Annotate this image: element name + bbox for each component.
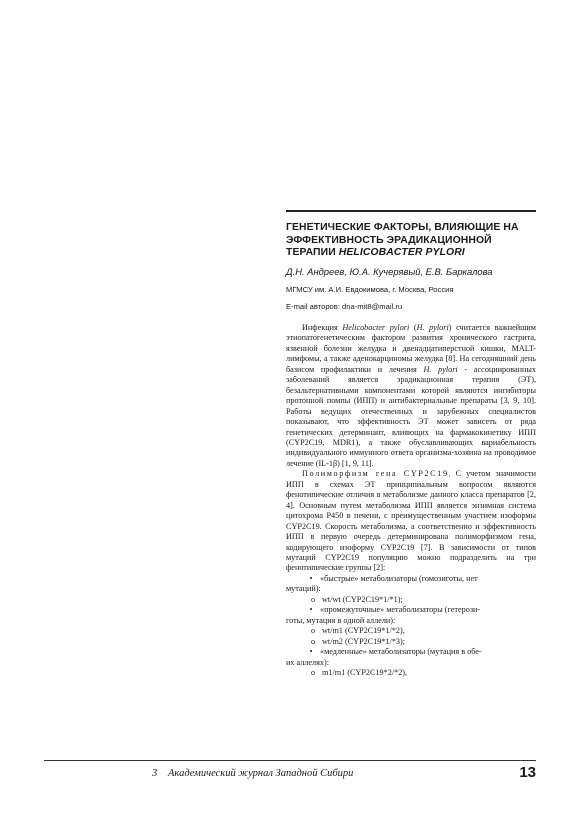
page-footer (44, 764, 536, 784)
author-email: E-mail авторов: dna-mit8@mail.ru (286, 302, 403, 311)
bullet-marker: • (309, 647, 313, 657)
sub-list-item (286, 668, 536, 678)
footer-rule (44, 760, 536, 761)
text-span: . С учетом значимости ИПП в схемах ЭТ принципиальным вопросом являются фенотипические отличия в метаболизме данного класса препаратов [2, 4]. Основным путем метаболизма ИПП является энзимная система цитохрома P450 в печени, с преимущественным участием изоформы CYP2C19. Скорость метаболизма, а соответственно и эффективность ИПП в первую очередь детерминирована полиморфизмом гена, кодирующего изоформу CYP2C19 [7]. В зависимости от типов мутаций CYP2C19 популяцию можно подразделить на три фенотипические группы [2]: (286, 469, 536, 573)
list-text: wt/m1 (CYP2C19*1/*2), (322, 626, 405, 636)
article-title (286, 222, 536, 260)
sub-list-item (286, 626, 536, 636)
list-text: «промежуточные» метаболизаторы (гетерози- (320, 605, 481, 615)
sub-list-item (286, 595, 536, 605)
paragraph-cyp2c19 (286, 469, 536, 574)
list-text: m1/m1 (CYP2C19*2/*2), (322, 667, 408, 677)
section-heading: Полиморфизм гена CYP2C19 (302, 469, 449, 479)
article-body (286, 323, 536, 678)
title-rule (286, 210, 536, 212)
list-text: «быстрые» метаболизаторы (гомозиготы, нет (320, 573, 478, 583)
text-span: ) считается важнейшим этиопатогенетическим фактором развития хронического гастрита, язвенной болезни желудка и двенадцатиперстной кишки, MALT-лимфомы, а также аденокарциномы желудка [8]. На сегодняшний день базисом профилактики и лечения (286, 323, 536, 374)
list-item (286, 574, 536, 584)
sub-list-item (286, 637, 536, 647)
list-item-continuation: их аллелях): (286, 657, 329, 667)
species-name: H. pylori (416, 323, 449, 332)
text-span: - ассоциированных заболеваний является эрадикационная терапия (ЭТ), безальтернативными компонентами которой являются ингибиторы протонной помпы (ИПП) и антибактериальные препараты [3, 9, 10]. Работы ведущих отечественных и зарубежных специалистов показывают, что эффективность ЭТ может зависеть от ряда генетических детерминант, влияющих на фармакокинетику ИПП (CYP2C19, MDR1), а также обуславливающих вариабельность индивидуального иммунного ответа организма-хозяина на проводимое лечение (IL-1β) [1, 9, 11]. (286, 364, 536, 468)
bullet-marker: • (309, 573, 313, 583)
affiliation: МГМСУ им. А.И. Евдокимова, г. Москва, Россия (286, 285, 454, 294)
list-item-continuation: готы, мутация в одной аллели): (286, 615, 396, 625)
list-text: «медленные» метаболизаторы (мутация в обе- (320, 647, 482, 657)
issue-number: 3 (152, 768, 158, 779)
circle-marker: o (310, 626, 316, 636)
title-main: ГЕНЕТИЧЕСКИЕ ФАКТОРЫ, ВЛИЯЮЩИЕ НА ЭФФЕКТИВНОСТЬ ЭРАДИКАЦИОННОЙ ТЕРАПИИ (286, 222, 519, 259)
list-text: wt/wt (CYP2C19*1/*1); (322, 594, 403, 604)
text-span: Инфекция (302, 323, 343, 332)
circle-marker: o (310, 667, 316, 677)
species-name: Helicobacter pylori (342, 323, 410, 332)
title-italic: HELICOBACTER PYLORI (338, 247, 465, 259)
paragraph-intro (286, 323, 536, 469)
bullet-marker: • (309, 605, 313, 615)
list-item (286, 647, 536, 657)
text-span: ( (409, 323, 417, 332)
page-number: 13 (519, 764, 536, 781)
circle-marker: o (310, 594, 316, 604)
circle-marker: o (310, 636, 316, 646)
list-item (286, 605, 536, 615)
species-name: H. pylori (423, 364, 458, 374)
journal-name: Академический журнал Западной Сибири (168, 768, 354, 779)
list-item-continuation: мутаций): (286, 584, 321, 594)
list-text: wt/m2 (CYP2C19*1/*3); (322, 636, 406, 646)
authors: Д.Н. Андреев, Ю.А. Кучерявый, Е.В. Баркалова (286, 266, 493, 277)
